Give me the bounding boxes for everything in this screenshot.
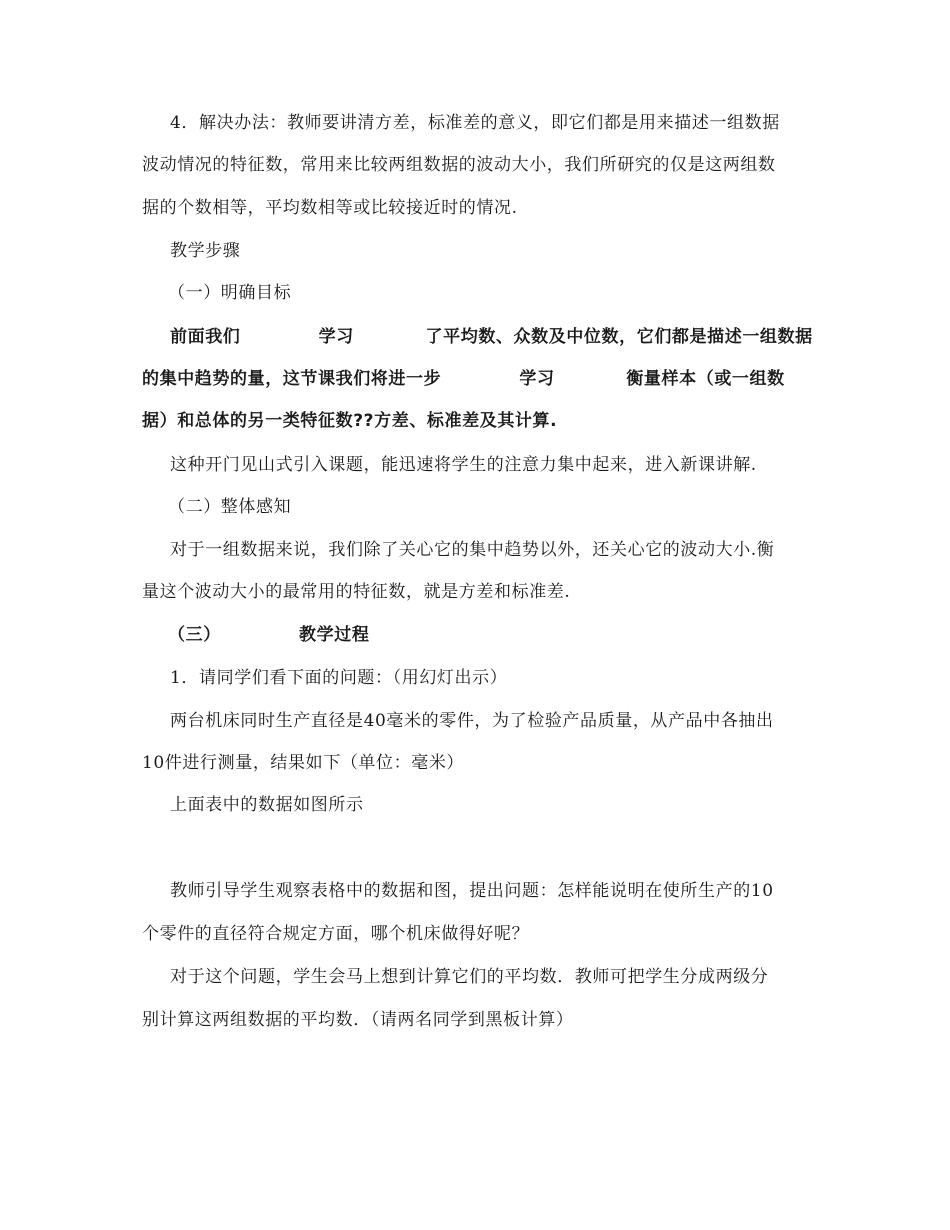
para-average-line2: 别计算这两组数据的平均数．（请两名同学到黑板计算） bbox=[142, 1010, 574, 1030]
heading-process: （三） 教学过程 bbox=[168, 625, 370, 645]
para-guide-line2: 个零件的直径符合规定方面，哪个机床做得好呢？ bbox=[142, 924, 530, 944]
para-goals-line2: 的集中趋势的量，这节课我们将进一步 学习 衡量样本（或一组数 bbox=[142, 369, 785, 389]
para-guide-line1: 教师引导学生观察表格中的数据和图，提出问题：怎样能说明在使所生产的10 bbox=[170, 881, 774, 901]
para-average-line1: 对于这个问题，学生会马上想到计算它们的平均数．教师可把学生分成两级分 bbox=[170, 967, 769, 987]
para-overview-line1: 对于一组数据来说，我们除了关心它的集中趋势以外，还关心它的波动大小.衡 bbox=[170, 540, 775, 560]
para-figure-note: 上面表中的数据如图所示 bbox=[170, 795, 364, 815]
para-problem-line1: 两台机床同时生产直径是40毫米的零件，为了检验产品质量，从产品中各抽出 bbox=[170, 711, 774, 731]
para-solution-line3: 据的个数相等，平均数相等或比较接近时的情况. bbox=[142, 198, 518, 218]
para-overview-line2: 量这个波动大小的最常用的特征数，就是方差和标准差. bbox=[142, 582, 571, 602]
heading-goals: （一）明确目标 bbox=[168, 283, 292, 303]
para-problem-line2: 10件进行测量，结果如下（单位：毫米） bbox=[142, 753, 465, 773]
para-goals-line3: 据）和总体的另一类特征数??方差、标准差及其计算. bbox=[142, 411, 558, 431]
heading-teaching-steps: 教学步骤 bbox=[170, 241, 241, 261]
para-intro: 这种开门见山式引入课题，能迅速将学生的注意力集中起来，进入新课讲解. bbox=[170, 455, 757, 475]
para-solution-line2: 波动情况的特征数，常用来比较两组数据的波动大小，我们所研究的仅是这两组数 bbox=[142, 155, 776, 175]
para-goals-line1: 前面我们 学习 了平均数、众数及中位数，它们都是描述一组数据 bbox=[170, 327, 813, 347]
para-question: 1．请同学们看下面的问题：（用幻灯出示） bbox=[170, 668, 508, 688]
heading-overview: （二）整体感知 bbox=[168, 497, 292, 517]
para-solution-line1: 4．解决办法：教师要讲清方差，标准差的意义，即它们都是用来描述一组数据 bbox=[170, 113, 780, 133]
